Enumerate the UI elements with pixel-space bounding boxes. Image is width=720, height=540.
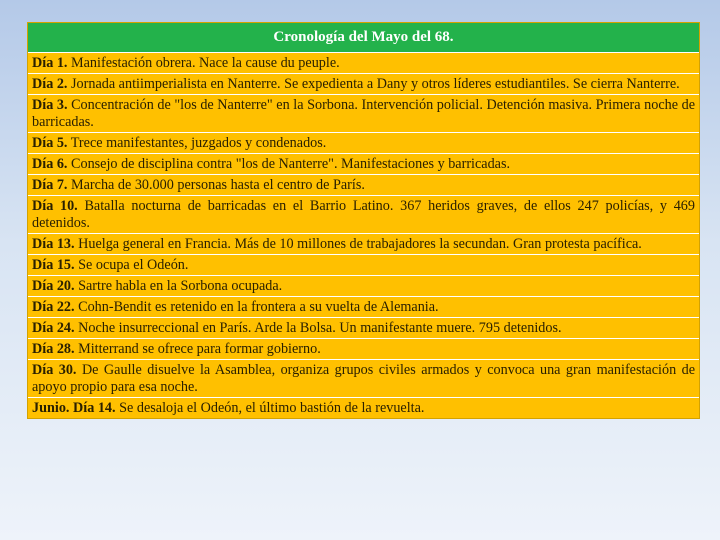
row-day-label: Día 6. [32,156,68,172]
table-row [28,196,699,234]
row-event-text: Cohn-Bendit es retenido en la frontera a su vuelta de Alemania. [74,299,439,315]
row-day-label: Día 24. [32,320,75,336]
table-row [28,360,699,398]
row-event-text: Mitterrand se ofrece para formar gobierno. [74,341,321,357]
row-day-label: Día 3. [32,97,68,113]
row-event-text: Consejo de disciplina contra "los de Nanterre". Manifestaciones y barricadas. [67,156,511,172]
row-day-label: Día 13. [32,236,75,252]
table-row [28,53,699,74]
row-event-text: Noche insurreccional en París. Arde la Bolsa. Un manifestante muere. 795 detenidos. [74,320,562,336]
row-day-label: Día 7. [32,177,68,193]
table-row [28,276,699,297]
row-event-text: Jornada antiimperialista en Nanterre. Se expedienta a Dany y otros líderes estudiantiles. Se cierra Nanterre. [67,76,680,92]
row-day-label: Día 30. [32,362,77,378]
row-event-text: Sartre habla en la Sorbona ocupada. [74,278,283,294]
table-row [28,297,699,318]
row-event-text: Huelga general en Francia. Más de 10 millones de trabajadores la secundan. Gran protesta pacífica. [74,236,642,252]
row-day-label: Día 20. [32,278,75,294]
table-row [28,398,699,418]
table-row [28,339,699,360]
row-day-label: Día 1. [32,55,68,71]
table-row [28,95,699,133]
row-event-text: Marcha de 30.000 personas hasta el centro de París. [67,177,365,193]
table-row [28,133,699,154]
row-day-label: Día 5. [32,135,68,151]
row-event-text: Se desaloja el Odeón, el último bastión de la revuelta. [115,400,425,416]
row-day-label: Día 15. [32,257,75,273]
row-day-label: Junio. Día 14. [32,400,116,416]
table-row [28,175,699,196]
table-body [28,53,699,418]
table-row [28,154,699,175]
chronology-table [27,22,700,419]
row-event-text: Manifestación obrera. Nace la cause du peuple. [67,55,340,71]
row-event-text: De Gaulle disuelve la Asamblea, organiza grupos civiles armados y convoca una gran manifestación de apoyo propio para esa noche. [32,362,696,395]
row-event-text: Concentración de "los de Nanterre" en la Sorbona. Intervención policial. Detención masiva. Primera noche de barricadas. [32,97,695,130]
row-day-label: Día 10. [32,198,78,214]
table-row [28,234,699,255]
row-event-text: Trece manifestantes, juzgados y condenados. [67,135,327,151]
row-day-label: Día 2. [32,76,68,92]
row-day-label: Día 28. [32,341,75,357]
table-row [28,74,699,95]
row-event-text: Se ocupa el Odeón. [74,257,189,273]
table-row [28,318,699,339]
row-day-label: Día 22. [32,299,75,315]
table-title: Cronología del Mayo del 68. [28,23,699,53]
row-event-text: Batalla nocturna de barricadas en el Barrio Latino. 367 heridos graves, de ellos 247 policías, y 469 detenidos. [32,198,695,231]
table-row [28,255,699,276]
